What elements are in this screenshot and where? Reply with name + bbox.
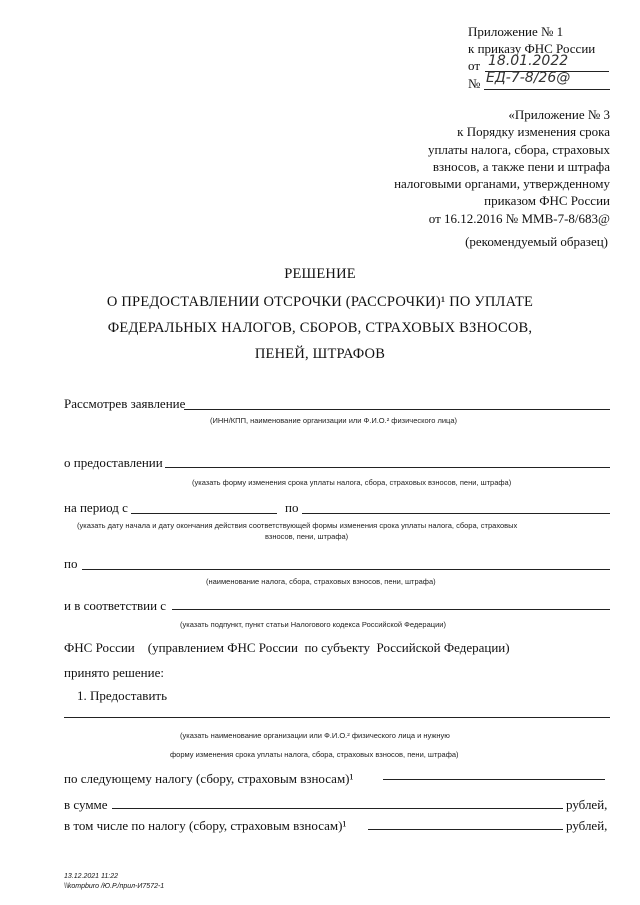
appendix3-line: от 16.12.2016 № ММВ-7-8/683@ [428,210,610,226]
reviewed-hint: (ИНН/КПП, наименование организации или Ф.И.О.² физического лица) [210,416,458,425]
item1-hint: (указать наименование организации или Ф.И.О.² физического лица и нужную [180,731,450,740]
doc-title-line4: ПЕНЕЙ, ШТРАФОВ [254,346,386,362]
period-hint-cont: взносов, пени, штрафа) [265,532,349,541]
by-input-line[interactable] [82,569,610,570]
appendix1-line2: к приказу ФНС России [468,41,596,56]
item1-label: 1. Предоставить [77,688,168,703]
by-label: по [64,556,78,571]
period-hint: (указать дату начала и дату окончания действия соответствующей формы изменения срока уплаты налога, сбора, страховых [77,521,518,530]
item1-hint-cont: форму изменения срока уплаты налога, сбора, страховых взносов, пени, штрафа) [170,750,459,759]
fns-line: ФНС России (управлением ФНС России по субъекту Российской Федерации) [64,640,510,655]
sum-unit: рублей, [566,797,608,812]
tax-input-line[interactable] [383,779,605,780]
doc-title-line2: О ПРЕДОСТАВЛЕНИИ ОТСРОЧКИ (РАССРОЧКИ)¹ ПО УПЛАТЕ [106,294,534,310]
sum-label: в сумме [64,797,108,812]
provision-input-line[interactable] [165,467,610,468]
period-to-input-line[interactable] [302,513,610,514]
item1-input-line[interactable] [64,717,610,718]
appendix3-line: к Порядку изменения срока [457,124,610,140]
appendix1-no-label: № [468,76,481,91]
accordance-input-line[interactable] [172,609,610,610]
doc-title-line3: ФЕДЕРАЛЬНЫХ НАЛОГОВ, СБОРОВ, СТРАХОВЫХ ВЗНОСОВ, [107,320,533,336]
incl-unit: рублей, [566,818,608,833]
provision-label: о предоставлении [64,455,163,470]
footer-path: \\kompburo /Ю.Р./прил-И7572-1 [64,883,165,890]
provision-hint: (указать форму изменения срока уплаты налога, сбора, страховых взносов, пени, штрафа) [192,478,512,487]
period-to-label: по [285,500,299,515]
appendix3-line: уплаты налога, сбора, страховых [427,141,610,157]
incl-input-line[interactable] [368,829,563,830]
doc-title: РЕШЕНИЕ [284,266,356,282]
reviewed-input-line[interactable] [184,409,610,410]
appendix3-line: взносов, а также пени и штрафа [432,158,610,174]
appendix3-line: приказом ФНС России [484,193,610,209]
period-from-input-line[interactable] [131,513,277,514]
accordance-hint: (указать подпункт, пункт статьи Налогового кодекса Российской Федерации) [180,620,446,629]
tax-label: по следующему налогу (сбору, страховым взносам)¹ [64,771,354,786]
appendix1-date: 18.01.2022 [488,53,569,69]
accordance-label: и в соответствии с [64,598,167,613]
appendix3-line: «Приложение № 3 [508,107,610,122]
sum-input-line[interactable] [112,808,563,809]
period-from-label: на период с [64,500,128,515]
reviewed-label: Рассмотрев заявление [64,396,186,411]
footer-timestamp: 13.12.2021 11:22 [64,873,118,880]
appendix1-from-label: от [468,58,481,73]
decision-label: принято решение: [64,665,164,680]
by-hint: (наименование налога, сбора, страховых взносов, пени, штрафа) [206,577,436,586]
appendix1-number: ЕД-7-8/26@ [486,70,571,86]
appendix1-line1: Приложение № 1 [468,24,564,39]
incl-label: в том числе по налогу (сбору, страховым взносам)¹ [64,818,347,833]
appendix3-line: налоговыми органами, утвержденному [394,176,610,192]
sample-label: (рекомендуемый образец) [465,234,608,249]
appendix3-block [310,106,610,227]
appendix1-number-line [484,89,610,90]
